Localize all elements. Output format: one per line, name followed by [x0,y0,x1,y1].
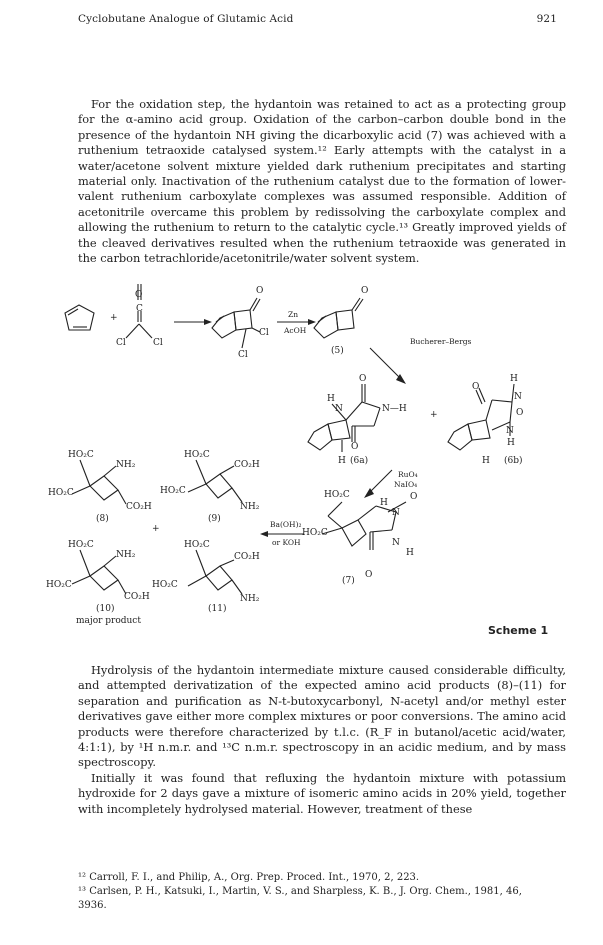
scheme-title: Scheme 1 [488,624,549,637]
reagent-naio4: NaIO₄ [394,480,418,489]
hydantoin-6b-h-bottom: H [507,438,515,448]
compound-7-n1: N [392,508,400,518]
footnote-13-continued: 3936. [78,900,107,911]
major-product-label: major product [76,616,141,626]
compound-6a-label: (6a) [350,456,369,466]
hydantoin-6b-n2: N [506,426,514,436]
reagent-ruo4: RuO₄ [398,470,418,479]
paragraph-hydrolysis: Hydrolysis of the hydantoin intermediate mixture caused considerable difficulty, and attempted derivatization of the expected amino acid products (8)–(11) for separation and purification as N-t-butoxycarbonyl, N-acetyl and/or methyl ester derivatives gave either more complex mixtures or poor conversions. The amino acid products were therefore characterized by t.l.c. (R_F in butanol/acetic acid/water, 4:1:1), by ¹H n.m.r. and ¹³C n.m.r. spectroscopy in an acidic medium, and by mass spectroscopy. [78,663,566,770]
compound-10-co2h: CO₂H [124,592,150,602]
hydantoin-6b-n1: N [514,392,522,402]
compound-11-ho2c-left: HO₂C [152,580,178,590]
reagent-zn: Zn [288,310,299,319]
compound-7-h2: H [406,548,414,558]
arrow-ruo4 [368,470,392,494]
compound-6b-label: (6b) [504,456,523,466]
compound-7-label: (7) [342,576,355,586]
reagent-bucherer: Bucherer–Bergs [410,337,472,346]
plus-sign-3: + [152,524,160,534]
ketone-5-o: O [361,286,369,296]
hydantoin-6a-ring-h: H [338,456,346,466]
ketene-cl-right: Cl [153,338,163,348]
dichloroketone-o: O [256,286,264,296]
compound-10-ho2c-left: HO₂C [46,580,72,590]
compound-8-ho2c-left: HO₂C [48,488,74,498]
hydantoin-6a-nh: N—H [382,404,407,414]
hydantoin-6b-o-left: O [472,382,480,392]
compound-8-co2h: CO₂H [126,502,152,512]
footnotes [78,871,568,913]
hydantoin-6a-o-bottom: O [351,442,359,452]
compound-7-n2: N [392,538,400,548]
reagent-orkoh: or KOH [272,538,301,547]
hydantoin-6a-n1: N [335,404,343,414]
body-paragraph-2 [78,663,566,817]
compound-7-ho2c-top: HO₂C [324,490,350,500]
hydantoin-6b-h-top: H [510,374,518,384]
compound-10-label: (10) [96,604,115,614]
ketene-cl-left: Cl [116,338,126,348]
compound-8-nh2: NH₂ [116,460,136,470]
compound-9-ho2c-top: HO₂C [184,450,210,460]
compound-11-ho2c-top: HO₂C [184,540,210,550]
body-paragraph-1 [78,97,566,266]
header-title: Cyclobutane Analogue of Glutamic Acid [78,13,294,25]
compound-9-ho2c-left: HO₂C [160,486,186,496]
reaction-scheme [46,280,572,640]
compound-7-o-right: O [410,492,418,502]
compound-11-co2h: CO₂H [234,552,260,562]
footnote-12: ¹² Carroll, F. I., and Philip, A., Org. Prep. Proced. Int., 1970, 2, 223. [78,872,420,883]
compound-9-nh2: NH₂ [240,502,260,512]
compound-5-label: (5) [331,346,344,356]
footnote-13: ¹³ Carlsen, P. H., Katsuki, I., Martin, V. S., and Sharpless, K. B., J. Org. Chem., 1981, 46, [78,886,522,897]
compound-8-ho2c-top: HO₂C [68,450,94,460]
paragraph-oxidation: For the oxidation step, the hydantoin was retained to act as a protecting group for the α-amino acid group. Oxidation of the carbon–carbon double bond in the presence of the hydantoin NH giving the dicarboxylic acid (7) was achieved with a ruthenium tetraoxide catalysed system.¹² Early attempts with the catalyst in a water/acetone solvent mixture yielded dark ruthenium precipitates and starting material only. Inactivation of the ruthenium catalyst due to the formation of lower-valent ruthenium carboxylate complexes was assumed responsible. Addition of acetonitrile overcame this problem by redissolving the carboxylate complex and allowing the ruthenium to return to the catalytic cycle.¹³ Greatly improved yields of the cleaved derivatives resulted when the ruthenium tetraoxide was generated in the carbon tetrachloride/acetonitrile/water solvent system. [78,97,566,266]
hydantoin-6a-o-top: O [359,374,367,384]
hydantoin-6b-o-right: O [516,408,524,418]
compound-10-ho2c-top: HO₂C [68,540,94,550]
plus-sign-1: + [110,313,118,323]
compound-7-o-bottom: O [365,570,373,580]
hydantoin-6a-h: H [327,394,335,404]
plus-sign-2: + [430,410,438,420]
compound-9-co2h: CO₂H [234,460,260,470]
paragraph-reflux: Initially it was found that refluxing the hydantoin mixture with potassium hydroxide for 2 days gave a mixture of isomeric amino acids in 20% yield, together with incompletely hydrolysed material. However, treatment of these [78,770,566,816]
dichloroketone-cl-1: Cl [259,328,269,338]
compound-11-label: (11) [208,604,227,614]
ketene-c: C [136,304,143,314]
reagent-acoh: AcOH [284,326,307,335]
compound-7-h: H [380,498,388,508]
compound-9-label: (9) [208,514,221,524]
dichloroketone-cl-2: Cl [238,350,248,360]
running-header [78,13,557,25]
hydantoin-6b-ring-h: H [482,456,490,466]
compound-11-nh2: NH₂ [240,594,260,604]
compound-10-nh2: NH₂ [116,550,136,560]
arrow-bucherer [370,348,402,380]
ketene-o: O [135,290,143,300]
reagent-baoh: Ba(OH)₂ [270,520,302,529]
cyclopentadiene-ring [65,305,94,330]
page-number: 921 [536,13,557,25]
compound-7-ho2c-left: HO₂C [302,528,328,538]
compound-8-label: (8) [96,514,109,524]
